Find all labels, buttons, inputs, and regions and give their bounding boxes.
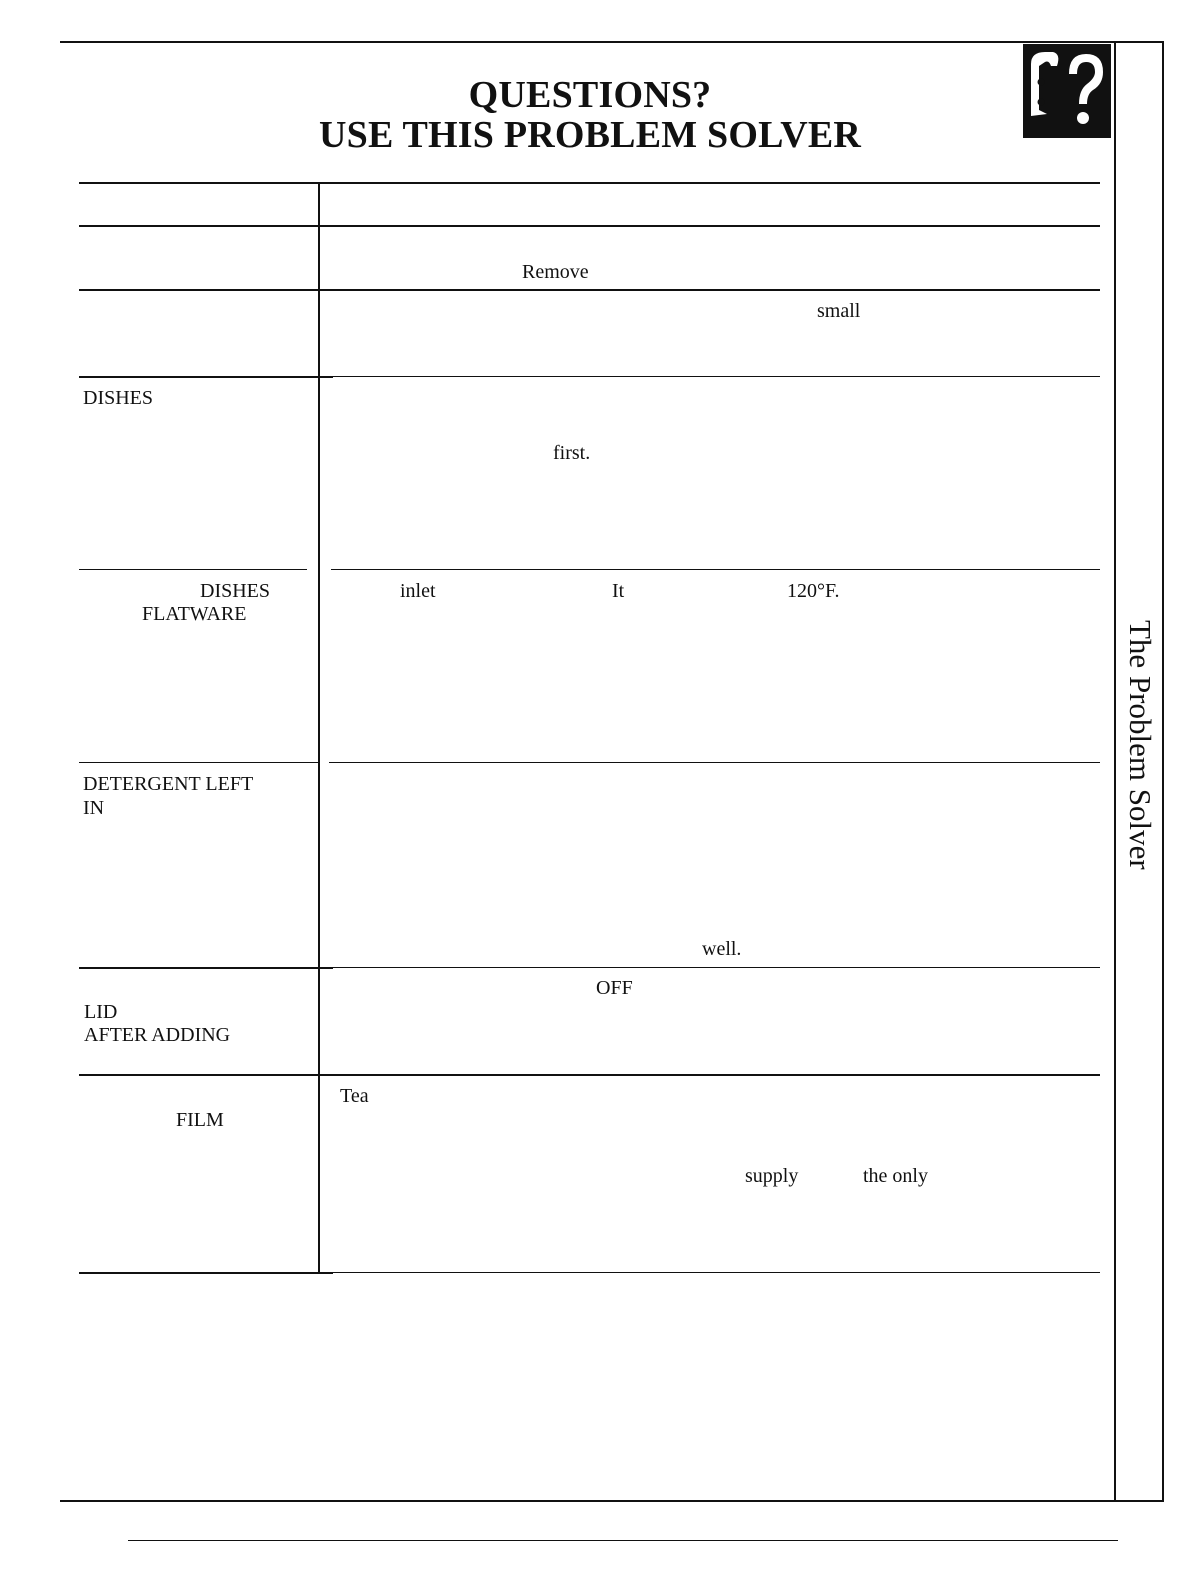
sidebar-left-rule (1114, 41, 1116, 1501)
row-divider-3a (79, 376, 333, 378)
problem-label-film: FILM (176, 1109, 224, 1131)
row-divider-4a (79, 569, 307, 570)
solution-text-well: well. (702, 938, 742, 960)
solution-text-temperature: 120°F. (787, 580, 840, 602)
row-divider-6b (320, 967, 1100, 968)
page-title-line2: USE THIS PROBLEM SOLVER (318, 114, 862, 156)
solution-text-the-only: the only (863, 1165, 928, 1187)
footer-rule (128, 1540, 1118, 1541)
row-divider-7 (79, 1074, 1100, 1076)
row-divider-6a (79, 967, 333, 969)
solution-text-off: OFF (596, 977, 633, 999)
row-divider-4b (331, 569, 1100, 570)
problem-label-dishes: DISHES (83, 387, 154, 409)
row-divider-3b (320, 376, 1100, 377)
solution-text-it: It (612, 580, 625, 602)
row-divider-2 (79, 289, 1100, 291)
problem-label-after-adding: AFTER ADDING (84, 1024, 231, 1046)
row-divider-1 (79, 225, 1100, 227)
page-title-line1: QUESTIONS? (468, 74, 712, 116)
solution-text-inlet: inlet (400, 580, 436, 602)
table-column-divider (318, 184, 320, 1274)
problem-label-lid: LID (84, 1001, 118, 1023)
top-rule (60, 41, 1164, 43)
problem-label-detergent-left: DETERGENT LEFT (83, 773, 254, 795)
side-tab-label: The Problem Solver (1123, 620, 1158, 870)
solution-text-small: small (817, 300, 861, 322)
sidebar-right-rule (1162, 41, 1164, 1501)
problem-label-flatware: FLATWARE (142, 603, 247, 625)
solution-text-first: first. (553, 442, 591, 464)
problem-label-dishes-2: DISHES (200, 580, 271, 602)
row-divider-5a (79, 762, 319, 763)
table-bottom-rule-a (79, 1272, 333, 1274)
solution-text-tea: Tea (340, 1085, 369, 1107)
table-top-rule (79, 182, 1100, 184)
problem-label-in: IN (83, 797, 105, 819)
row-divider-5b (329, 762, 1100, 763)
table-bottom-rule-b (320, 1272, 1100, 1273)
bottom-rule (60, 1500, 1164, 1502)
solution-text-remove: Remove (522, 261, 589, 283)
solution-text-supply: supply (745, 1165, 799, 1187)
